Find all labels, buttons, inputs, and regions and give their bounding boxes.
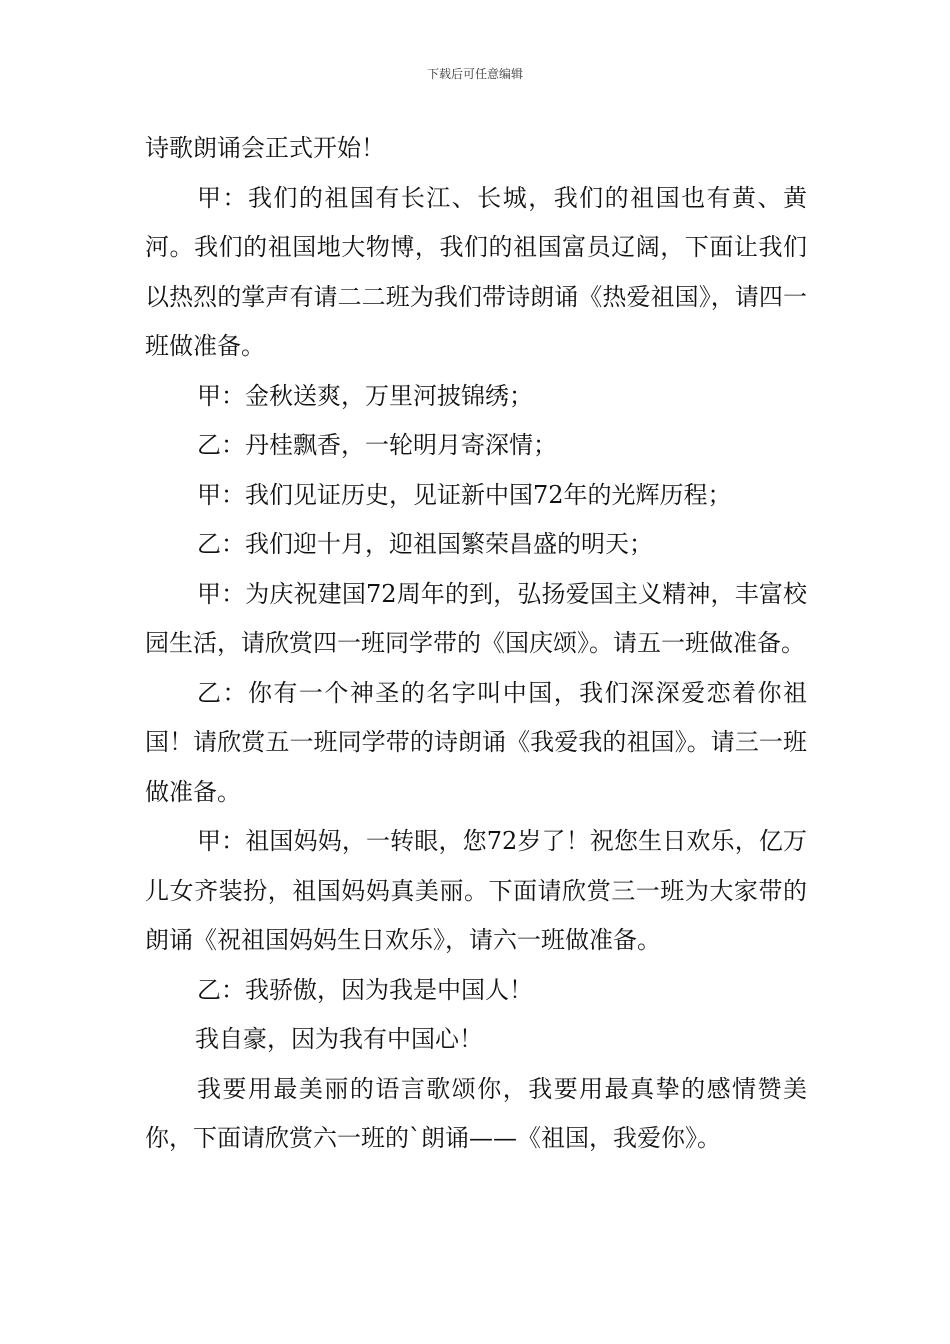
paragraph-10: 乙：我骄傲，因为我是中国人！ — [197, 975, 533, 1004]
paragraph-8: 乙：你有一个神圣的名字叫中国，我们深深爱恋着你祖国！请欣赏五一班同学带的诗朗诵《我爱我的祖国》。请三一班做准备。 — [145, 678, 807, 806]
paragraph-3: 甲：金秋送爽，万里河披锦绣； — [197, 381, 533, 410]
paragraph-7: 甲：为庆祝建国72周年的到，弘扬爱国主义精神，丰富校园生活，请欣赏四一班同学带的《国庆颂》。请五一班做准备。 — [145, 579, 807, 657]
paragraph-5: 甲：我们见证历史，见证新中国72年的光辉历程； — [197, 480, 732, 509]
paragraph-4: 乙：丹桂飘香，一轮明月寄深情； — [197, 431, 557, 459]
paragraph-2: 甲：我们的祖国有长江、长城，我们的祖国也有黄、黄河。我们的祖国地大物博，我们的祖国富员辽阔，下面让我们以热烈的掌声有请二二班为我们带诗朗诵《热爱祖国》，请四一班做准备。 — [145, 183, 807, 360]
paragraph-1: 诗歌朗诵会正式开始！ — [145, 134, 385, 162]
paragraph-6: 乙：我们迎十月，迎祖国繁荣昌盛的明天； — [197, 530, 653, 558]
paragraph-12: 我要用最美丽的语言歌颂你，我要用最真挚的感情赞美你，下面请欣赏六一班的`朗诵——《祖国，我爱你》。 — [145, 1074, 807, 1152]
page-header: 下载后可任意编辑 — [426, 67, 523, 81]
document-body — [145, 124, 807, 1164]
paragraph-9: 甲：祖国妈妈，一转眼，您72岁了！祝您生日欢乐，亿万儿女齐装扮，祖国妈妈真美丽。下面请欣赏三一班为大家带的朗诵《祝祖国妈妈生日欢乐》，请六一班做准备。 — [145, 827, 807, 954]
paragraph-11: 我自豪，因为我有中国心！ — [195, 1025, 483, 1053]
